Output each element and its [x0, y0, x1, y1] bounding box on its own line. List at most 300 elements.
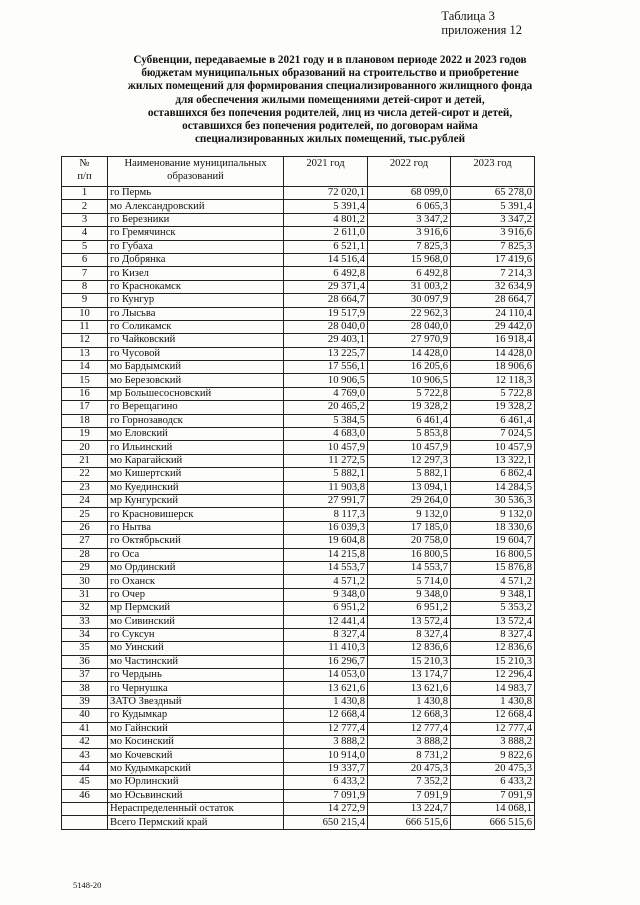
row-number: 33 — [62, 615, 108, 628]
row-number — [62, 816, 108, 829]
value-2021: 4 571,2 — [284, 575, 368, 588]
document-code: 5148-20 — [73, 880, 102, 890]
row-number: 21 — [62, 454, 108, 467]
value-2023: 1 430,8 — [451, 695, 535, 708]
row-number: 28 — [62, 548, 108, 561]
value-2022: 12 668,3 — [368, 709, 451, 722]
table-row — [62, 575, 535, 588]
table-row — [62, 387, 535, 400]
value-2023: 18 906,6 — [451, 361, 535, 374]
row-number: 37 — [62, 669, 108, 682]
title-line: оставшихся без попечения родителей, по договорам найма — [182, 120, 478, 133]
value-2023: 14 983,7 — [451, 682, 535, 695]
value-2021: 2 611,0 — [284, 227, 368, 240]
value-2023: 12 777,4 — [451, 722, 535, 735]
municipality-name: го Красновишерск — [108, 508, 284, 521]
municipality-name: мо Гайнский — [108, 722, 284, 735]
col-number-line1: № — [79, 158, 90, 169]
value-2021: 3 888,2 — [284, 736, 368, 749]
table-row — [62, 428, 535, 441]
row-number — [62, 802, 108, 815]
value-2021: 5 384,5 — [284, 414, 368, 427]
municipality-name: мо Бардымский — [108, 361, 284, 374]
municipality-name: го Чернушка — [108, 682, 284, 695]
value-2021: 10 914,0 — [284, 749, 368, 762]
value-2021: 10 906,5 — [284, 374, 368, 387]
value-2021: 28 040,0 — [284, 320, 368, 333]
value-2023: 3 916,6 — [451, 227, 535, 240]
municipality-name: го Кудымкар — [108, 709, 284, 722]
row-number: 30 — [62, 575, 108, 588]
row-number: 29 — [62, 561, 108, 574]
value-2023: 4 571,2 — [451, 575, 535, 588]
value-2022: 20 758,0 — [368, 535, 451, 548]
value-2022: 1 430,8 — [368, 695, 451, 708]
value-2023: 12 296,4 — [451, 669, 535, 682]
table-row — [62, 414, 535, 427]
municipality-name: го Нытва — [108, 521, 284, 534]
municipality-name: го Пермь — [108, 187, 284, 200]
value-2023: 28 664,7 — [451, 294, 535, 307]
table-row — [62, 749, 535, 762]
value-2022: 6 065,3 — [368, 200, 451, 213]
value-2021: 8 327,4 — [284, 628, 368, 641]
row-number: 5 — [62, 240, 108, 253]
value-2023: 3 888,2 — [451, 736, 535, 749]
value-2023: 8 327,4 — [451, 628, 535, 641]
table-row — [62, 695, 535, 708]
value-2022: 8 731,2 — [368, 749, 451, 762]
municipality-name: го Кизел — [108, 267, 284, 280]
table-row — [62, 628, 535, 641]
value-2021: 17 556,1 — [284, 361, 368, 374]
value-2023: 5 722,8 — [451, 387, 535, 400]
value-2023: 9 348,1 — [451, 588, 535, 601]
municipality-name: мо Еловский — [108, 428, 284, 441]
value-2023: 9 822,6 — [451, 749, 535, 762]
table-row — [62, 320, 535, 333]
municipality-name: го Очер — [108, 588, 284, 601]
row-number: 7 — [62, 267, 108, 280]
value-2021: 72 020,1 — [284, 187, 368, 200]
municipality-name: мо Юрлинский — [108, 776, 284, 789]
value-2021: 11 272,5 — [284, 454, 368, 467]
value-2022: 666 515,6 — [368, 816, 451, 829]
value-2022: 6 951,2 — [368, 602, 451, 615]
row-number: 31 — [62, 588, 108, 601]
value-2023: 13 322,1 — [451, 454, 535, 467]
value-2022: 6 461,4 — [368, 414, 451, 427]
municipality-name: ЗАТО Звездный — [108, 695, 284, 708]
municipality-name: мо Березовский — [108, 374, 284, 387]
table-reference — [441, 9, 522, 37]
municipality-name: мо Куединский — [108, 481, 284, 494]
value-2023: 16 800,5 — [451, 548, 535, 561]
value-2023: 19 604,7 — [451, 535, 535, 548]
table-row — [62, 200, 535, 213]
value-2022: 14 553,7 — [368, 561, 451, 574]
row-number: 44 — [62, 762, 108, 775]
value-2021: 12 777,4 — [284, 722, 368, 735]
value-2023: 18 330,6 — [451, 521, 535, 534]
title-line: оставшихся без попечения родителей, лиц из числа детей-сирот и детей, — [147, 106, 513, 119]
table-row — [62, 441, 535, 454]
value-2022: 10 906,5 — [368, 374, 451, 387]
subsidy-table — [61, 156, 535, 830]
municipality-name: мо Ординский — [108, 561, 284, 574]
value-2022: 5 853,8 — [368, 428, 451, 441]
value-2021: 6 492,8 — [284, 267, 368, 280]
municipality-name: го Оса — [108, 548, 284, 561]
row-number: 11 — [62, 320, 108, 333]
value-2023: 24 110,4 — [451, 307, 535, 320]
table-row — [62, 535, 535, 548]
municipality-name: мо Кудымкарский — [108, 762, 284, 775]
value-2023: 12 836,6 — [451, 642, 535, 655]
value-2021: 29 403,1 — [284, 334, 368, 347]
table-row — [62, 736, 535, 749]
value-2023: 9 132,0 — [451, 508, 535, 521]
value-2021: 1 430,8 — [284, 695, 368, 708]
table-row — [62, 802, 535, 815]
value-2021: 5 391,4 — [284, 200, 368, 213]
table-row — [62, 615, 535, 628]
table-row — [62, 642, 535, 655]
value-2023: 14 068,1 — [451, 802, 535, 815]
row-number: 36 — [62, 655, 108, 668]
table-row — [62, 280, 535, 293]
table-row — [62, 789, 535, 802]
municipality-name: мо Уинский — [108, 642, 284, 655]
municipality-name: го Оханск — [108, 575, 284, 588]
municipality-name: го Соликамск — [108, 320, 284, 333]
value-2023: 17 419,6 — [451, 253, 535, 266]
row-number: 27 — [62, 535, 108, 548]
row-number: 43 — [62, 749, 108, 762]
value-2022: 9 132,0 — [368, 508, 451, 521]
value-2021: 14 272,9 — [284, 802, 368, 815]
row-number: 24 — [62, 494, 108, 507]
value-2021: 6 433,2 — [284, 776, 368, 789]
title-line: Субвенции, передаваемые в 2021 году и в плановом периоде 2022 и 2023 годов — [133, 54, 527, 66]
value-2021: 19 517,9 — [284, 307, 368, 320]
value-2022: 6 492,8 — [368, 267, 451, 280]
value-2022: 13 094,1 — [368, 481, 451, 494]
row-number: 6 — [62, 253, 108, 266]
table-row — [62, 253, 535, 266]
value-2023: 19 328,2 — [451, 401, 535, 414]
value-2022: 10 457,9 — [368, 441, 451, 454]
municipality-name: го Чайковский — [108, 334, 284, 347]
row-number: 2 — [62, 200, 108, 213]
value-2022: 3 888,2 — [368, 736, 451, 749]
municipality-name: мр Пермский — [108, 602, 284, 615]
municipality-name: го Горнозаводск — [108, 414, 284, 427]
row-number: 9 — [62, 294, 108, 307]
value-2022: 12 777,4 — [368, 722, 451, 735]
value-2022: 16 205,6 — [368, 361, 451, 374]
value-2021: 16 039,3 — [284, 521, 368, 534]
value-2022: 9 348,0 — [368, 588, 451, 601]
value-2022: 12 836,6 — [368, 642, 451, 655]
value-2021: 14 516,4 — [284, 253, 368, 266]
value-2021: 19 337,7 — [284, 762, 368, 775]
row-number: 12 — [62, 334, 108, 347]
table-row — [62, 347, 535, 360]
value-2022: 17 185,0 — [368, 521, 451, 534]
value-2021: 11 903,8 — [284, 481, 368, 494]
value-2021: 11 410,3 — [284, 642, 368, 655]
municipality-name: мо Юсьвинский — [108, 789, 284, 802]
value-2021: 4 769,0 — [284, 387, 368, 400]
value-2022: 68 099,0 — [368, 187, 451, 200]
row-number: 46 — [62, 789, 108, 802]
municipality-name: го Губаха — [108, 240, 284, 253]
municipality-name: мо Карагайский — [108, 454, 284, 467]
municipality-name: мо Частинский — [108, 655, 284, 668]
row-number: 26 — [62, 521, 108, 534]
row-number: 35 — [62, 642, 108, 655]
value-2021: 13 225,7 — [284, 347, 368, 360]
value-2022: 7 825,3 — [368, 240, 451, 253]
row-number: 40 — [62, 709, 108, 722]
row-number: 1 — [62, 187, 108, 200]
value-2022: 27 970,9 — [368, 334, 451, 347]
value-2023: 6 862,4 — [451, 468, 535, 481]
value-2021: 9 348,0 — [284, 588, 368, 601]
value-2023: 5 353,2 — [451, 602, 535, 615]
table-row — [62, 548, 535, 561]
value-2022: 13 621,6 — [368, 682, 451, 695]
row-number: 22 — [62, 468, 108, 481]
value-2021: 6 521,1 — [284, 240, 368, 253]
value-2023: 10 457,9 — [451, 441, 535, 454]
municipality-name: го Ильинский — [108, 441, 284, 454]
row-number: 17 — [62, 401, 108, 414]
municipality-name: го Суксун — [108, 628, 284, 641]
col-header-2022: 2022 год — [368, 157, 451, 187]
row-number: 38 — [62, 682, 108, 695]
table-row — [62, 669, 535, 682]
row-number: 23 — [62, 481, 108, 494]
value-2023: 3 347,2 — [451, 213, 535, 226]
value-2022: 3 916,6 — [368, 227, 451, 240]
table-row — [62, 294, 535, 307]
value-2022: 5 714,0 — [368, 575, 451, 588]
value-2023: 16 918,4 — [451, 334, 535, 347]
value-2021: 650 215,4 — [284, 816, 368, 829]
value-2023: 20 475,3 — [451, 762, 535, 775]
value-2022: 14 428,0 — [368, 347, 451, 360]
value-2021: 4 801,2 — [284, 213, 368, 226]
value-2023: 12 118,3 — [451, 374, 535, 387]
col-header-name — [108, 157, 284, 187]
table-row — [62, 307, 535, 320]
title-line: специализированных жилых помещений, тыс.рублей — [194, 133, 466, 146]
table-row — [62, 213, 535, 226]
municipality-name: го Березники — [108, 213, 284, 226]
value-2022: 5 882,1 — [368, 468, 451, 481]
table-header-row — [62, 157, 535, 187]
municipality-name: го Добрянка — [108, 253, 284, 266]
municipality-name: мр Кунгурский — [108, 494, 284, 507]
value-2023: 6 461,4 — [451, 414, 535, 427]
row-number: 13 — [62, 347, 108, 360]
value-2023: 29 442,0 — [451, 320, 535, 333]
value-2022: 22 962,3 — [368, 307, 451, 320]
value-2022: 8 327,4 — [368, 628, 451, 641]
table-row — [62, 267, 535, 280]
table-row — [62, 334, 535, 347]
value-2022: 15 210,3 — [368, 655, 451, 668]
table-row — [62, 227, 535, 240]
value-2022: 13 572,4 — [368, 615, 451, 628]
value-2022: 20 475,3 — [368, 762, 451, 775]
table-row — [62, 481, 535, 494]
municipality-name: мо Косинский — [108, 736, 284, 749]
value-2021: 5 882,1 — [284, 468, 368, 481]
municipality-name: мо Сивинский — [108, 615, 284, 628]
value-2022: 16 800,5 — [368, 548, 451, 561]
row-number: 19 — [62, 428, 108, 441]
col-name-line1: Наименование муниципальных — [124, 158, 267, 169]
row-number: 18 — [62, 414, 108, 427]
value-2022: 31 003,2 — [368, 280, 451, 293]
table-row — [62, 468, 535, 481]
row-number: 4 — [62, 227, 108, 240]
value-2023: 7 214,3 — [451, 267, 535, 280]
table-row — [62, 722, 535, 735]
municipality-name: го Верещагино — [108, 401, 284, 414]
municipality-name: го Лысьва — [108, 307, 284, 320]
value-2023: 30 536,3 — [451, 494, 535, 507]
value-2021: 10 457,9 — [284, 441, 368, 454]
table-row — [62, 187, 535, 200]
col-name-line2: образований — [167, 170, 224, 182]
value-2021: 20 465,2 — [284, 401, 368, 414]
table-row — [62, 240, 535, 253]
table-row — [62, 588, 535, 601]
title-line: жилых помещений для формирования специализированного жилищного фонда — [127, 80, 533, 93]
value-2021: 28 664,7 — [284, 294, 368, 307]
value-2023: 15 210,3 — [451, 655, 535, 668]
value-2021: 14 215,8 — [284, 548, 368, 561]
table-row — [62, 361, 535, 374]
table-row — [62, 762, 535, 775]
table-row — [62, 521, 535, 534]
value-2022: 5 722,8 — [368, 387, 451, 400]
value-2021: 8 117,3 — [284, 508, 368, 521]
value-2023: 7 091,9 — [451, 789, 535, 802]
value-2023: 12 668,4 — [451, 709, 535, 722]
value-2022: 12 297,3 — [368, 454, 451, 467]
title-line: бюджетам муниципальных образований на строительство и приобретение — [141, 67, 519, 80]
value-2022: 19 328,2 — [368, 401, 451, 414]
municipality-name: го Чердынь — [108, 669, 284, 682]
value-2023: 13 572,4 — [451, 615, 535, 628]
value-2021: 6 951,2 — [284, 602, 368, 615]
row-number: 32 — [62, 602, 108, 615]
value-2021: 12 668,4 — [284, 709, 368, 722]
municipality-name: мо Александровский — [108, 200, 284, 213]
table-row — [62, 776, 535, 789]
value-2021: 13 621,6 — [284, 682, 368, 695]
municipality-name: Нераспределенный остаток — [108, 802, 284, 815]
table-row — [62, 374, 535, 387]
value-2021: 29 371,4 — [284, 280, 368, 293]
municipality-name: го Октябрьский — [108, 535, 284, 548]
row-number: 25 — [62, 508, 108, 521]
value-2023: 14 428,0 — [451, 347, 535, 360]
row-number: 34 — [62, 628, 108, 641]
value-2023: 7 825,3 — [451, 240, 535, 253]
value-2023: 6 433,2 — [451, 776, 535, 789]
value-2022: 13 224,7 — [368, 802, 451, 815]
appendix-label: приложения 12 — [441, 23, 522, 37]
value-2022: 28 040,0 — [368, 320, 451, 333]
table-row — [62, 602, 535, 615]
row-number: 20 — [62, 441, 108, 454]
municipality-name: го Кунгур — [108, 294, 284, 307]
value-2022: 7 352,2 — [368, 776, 451, 789]
value-2023: 15 876,8 — [451, 561, 535, 574]
value-2021: 16 296,7 — [284, 655, 368, 668]
row-number: 16 — [62, 387, 108, 400]
value-2023: 7 024,5 — [451, 428, 535, 441]
value-2023: 14 284,5 — [451, 481, 535, 494]
table-label: Таблица 3 — [441, 9, 495, 23]
row-number: 45 — [62, 776, 108, 789]
value-2022: 3 347,2 — [368, 213, 451, 226]
value-2022: 13 174,7 — [368, 669, 451, 682]
table-row — [62, 401, 535, 414]
table-row — [62, 494, 535, 507]
row-number: 8 — [62, 280, 108, 293]
table-row — [62, 508, 535, 521]
col-header-2023: 2023 год — [451, 157, 535, 187]
municipality-name: го Краснокамск — [108, 280, 284, 293]
value-2021: 19 604,8 — [284, 535, 368, 548]
row-number: 3 — [62, 213, 108, 226]
value-2023: 666 515,6 — [451, 816, 535, 829]
col-number-line2: п/п — [77, 170, 92, 182]
col-header-number — [62, 157, 108, 187]
row-number: 14 — [62, 361, 108, 374]
municipality-name: го Гремячинск — [108, 227, 284, 240]
municipality-name: мо Кишертский — [108, 468, 284, 481]
value-2022: 29 264,0 — [368, 494, 451, 507]
row-number: 41 — [62, 722, 108, 735]
value-2022: 30 097,9 — [368, 294, 451, 307]
row-number: 15 — [62, 374, 108, 387]
row-number: 42 — [62, 736, 108, 749]
value-2021: 12 441,4 — [284, 615, 368, 628]
table-row — [62, 454, 535, 467]
municipality-name: мр Большесосновский — [108, 387, 284, 400]
value-2021: 7 091,9 — [284, 789, 368, 802]
value-2023: 5 391,4 — [451, 200, 535, 213]
value-2021: 27 991,7 — [284, 494, 368, 507]
value-2022: 15 968,0 — [368, 253, 451, 266]
title-line: для обеспечения жилыми помещениями детей-сирот и детей, — [175, 93, 485, 106]
table-row — [62, 682, 535, 695]
value-2021: 14 553,7 — [284, 561, 368, 574]
municipality-name: мо Кочевский — [108, 749, 284, 762]
table-row — [62, 561, 535, 574]
table-row — [62, 655, 535, 668]
value-2021: 4 683,0 — [284, 428, 368, 441]
row-number: 39 — [62, 695, 108, 708]
